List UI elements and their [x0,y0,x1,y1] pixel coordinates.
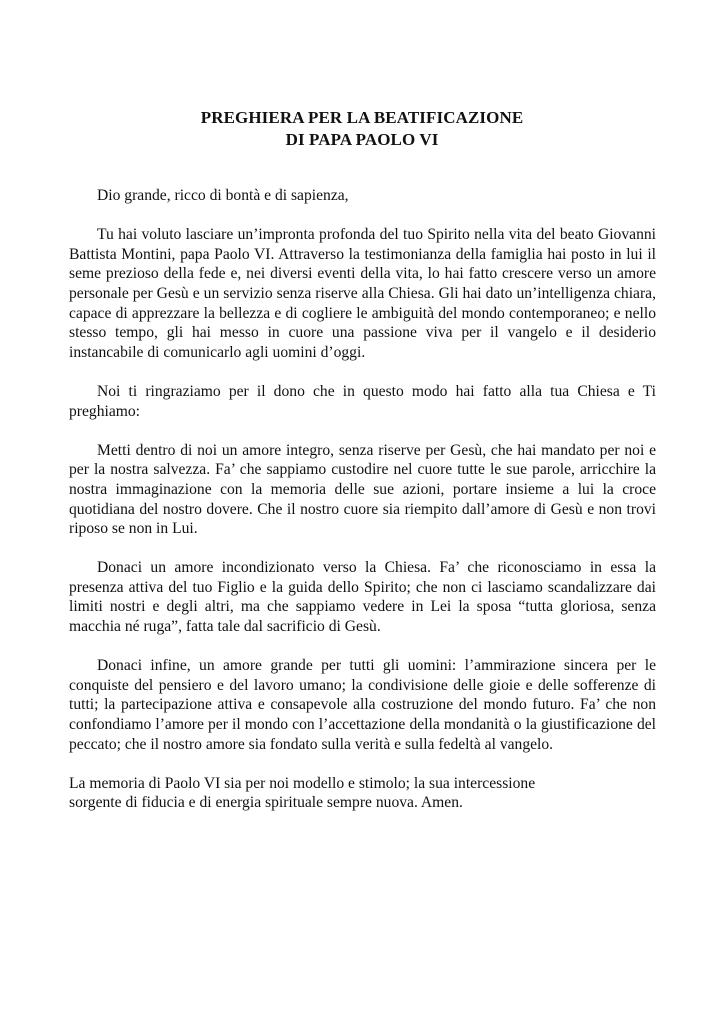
closing-line-1: La memoria di Paolo VI sia per noi modello e stimolo; la sua intercessione [69,774,536,792]
closing-line-2: sorgente di fiducia e di energia spirituale sempre nuova. Amen. [69,794,463,812]
paragraph-love-church: Donaci un amore incondizionato verso la Chiesa. Fa’ che riconosciamo in essa la presenza attiva del tuo Figlio e la guida dello Spirito; che non ci lasciamo scandalizzare dai limiti nostri e degli altri, ma che sappiamo vedere in Lei la sposa “tutta gloriosa, senza macchia né ruga”, fatta tale dal sacrificio di Gesù. [69,559,656,636]
title-line-2: DI PAPA PAOLO VI [285,130,439,149]
paragraph-closing [69,774,656,813]
paragraph-invocation: Dio grande, ricco di bontà e di sapienza, [97,187,349,204]
paragraph-love-humanity: Donaci infine, un amore grande per tutti gli uomini: l’ammirazione sincera per le conquiste del pensiero e del lavoro umano; la condivisione delle gioie e delle sofferenze di tutti; la partecipazione attiva e consapevole alla costruzione del mondo futuro. Fa’ che non confondiamo l’amore per il mondo con l’accettazione della mondanità o la giustificazione del peccato; che il nostro amore sia fondato sulla verità e sulla fedeltà al vangelo. [69,657,656,753]
paragraph-montini: Tu hai voluto lasciare un’impronta profonda del tuo Spirito nella vita del beato Giovanni Battista Montini, papa Paolo VI. Attraverso la testimonianza della famiglia hai posto in lui il seme prezioso della fede e, nei diversi eventi della vita, lo hai fatto crescere verso un amore personale per Gesù e un servizio senza riserve alla Chiesa. Gli hai dato un’intelligenza chiara, capace di apprezzare la bellezza e di cogliere le ambiguità del mondo contemporaneo; e nello stesso tempo, gli hai messo in cuore una passione viva per il vangelo e il desiderio instancabile di comunicarlo agli uomini d’oggi. [69,226,656,361]
title-line-1: PREGHIERA PER LA BEATIFICAZIONE [200,108,524,127]
prayer-body [69,186,656,833]
paragraph-thanks: Noi ti ringraziamo per il dono che in questo modo hai fatto alla tua Chiesa e Ti preghiamo: [69,382,656,420]
paragraph-love-jesus: Metti dentro di noi un amore integro, senza riserve per Gesù, che hai mandato per noi e per la nostra salvezza. Fa’ che sappiamo custodire nel cuore tutte le sue parole, arricchire la nostra immaginazione con la memoria delle sue azioni, portare insieme a lui la croce quotidiana del nostro dovere. Che il nostro cuore sia riempito dall’amore di Gesù e non trovi riposo se non in Lui. [69,441,656,538]
prayer-title [0,107,724,151]
